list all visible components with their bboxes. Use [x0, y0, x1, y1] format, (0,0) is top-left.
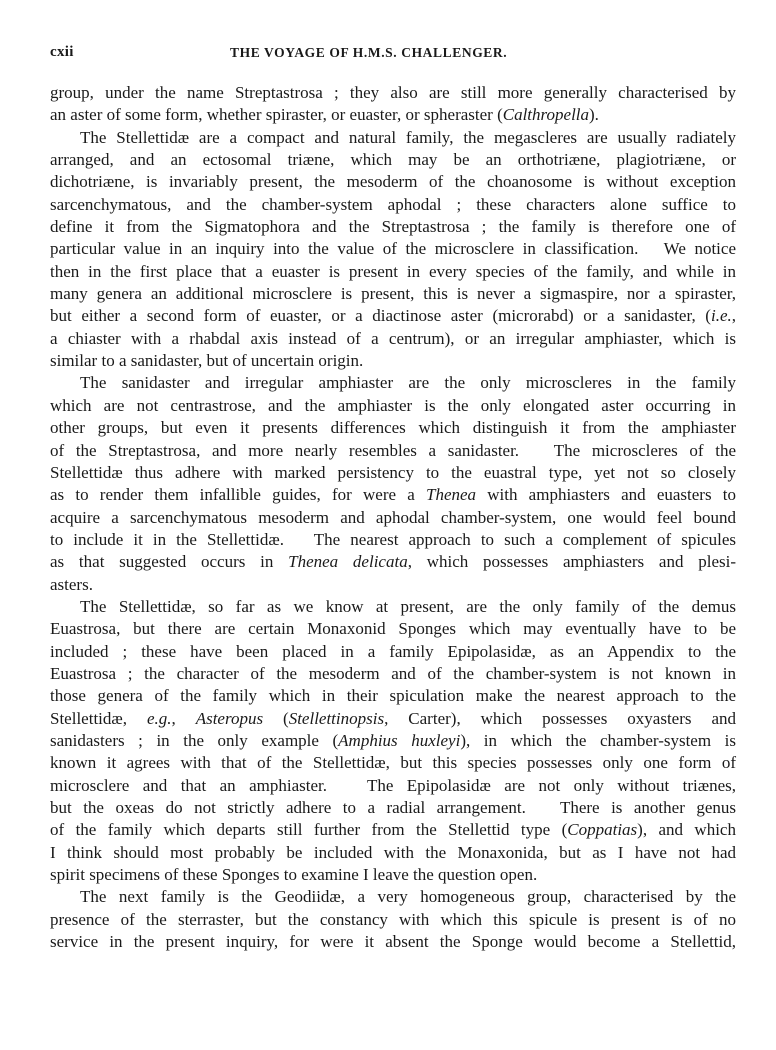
running-head [50, 44, 736, 68]
text-run: ). [589, 105, 599, 125]
italic-term: Asteropus [195, 708, 264, 728]
paragraph [50, 82, 736, 127]
italic-term: Thenea delicata [288, 552, 408, 572]
running-title: THE VOYAGE OF H.M.S. CHALLENGER. [230, 45, 508, 60]
text-line [50, 216, 736, 238]
text-run: particular value in an inquiry into the value of the microsclere in classification. We notice [50, 239, 736, 259]
text-run: ( [263, 708, 289, 728]
text-run: service in the present inquiry, for were it absent the Sponge would become a Stellettid, [50, 932, 736, 952]
italic-term: Coppatias [567, 820, 638, 840]
text-run: spirit specimens of these Sponges to examine I leave the question open. [50, 865, 538, 885]
text-line [50, 931, 736, 953]
paragraph [50, 596, 736, 886]
text-run: group, under the name Streptastrosa ; they also are still more generally characterised by [50, 83, 736, 102]
text-run: sarcenchymatous, and the chamber-system aphodal ; these characters alone suffice to [50, 194, 736, 214]
text-line [50, 350, 736, 372]
text-line [50, 641, 736, 663]
text-run: as to render them infallible guides, for were a [50, 485, 426, 505]
page-number: cxii [50, 44, 74, 60]
text-run: similar to a sanidaster, but of uncertain origin. [50, 351, 364, 371]
text-run: which are not centrastrose, and the amphiaster is the only elongated aster occurring in [50, 395, 736, 415]
text-run: many genera an additional microsclere is present, this is never a sigmaspire, nor a spiraster, [50, 284, 736, 304]
text-run: a chiaster with a rhabdal axis instead of a centrum), or an irregular amphiaster, which is [50, 328, 736, 348]
text-line [50, 171, 736, 193]
italic-term: Calthropella [502, 105, 590, 125]
text-line [50, 283, 736, 305]
text-line [50, 127, 736, 149]
text-line [50, 238, 736, 260]
italic-term: Amphius huxleyi [338, 730, 461, 750]
text-line [50, 395, 736, 417]
text-run: I think should most probably be included with the Monaxonida, but as I have not had [50, 842, 736, 862]
text-line [50, 819, 736, 841]
text-line [50, 372, 736, 394]
text-run: acquire a sarcenchymatous mesoderm and aphodal chamber-system, one would feel bound [50, 507, 736, 527]
text-run: of the family which departs still further from the Stellettid type ( [50, 820, 568, 840]
text-line [50, 909, 736, 931]
paragraph [50, 127, 736, 373]
text-line [50, 529, 736, 551]
italic-term: i.e. [710, 306, 732, 326]
text-run: other groups, but even it presents differences which distinguish it from the amphiaster [50, 418, 736, 438]
body-text [50, 82, 736, 953]
text-line [50, 82, 736, 104]
text-line [50, 864, 736, 886]
text-run: The next family is the Geodiidæ, a very homogeneous group, characterised by the [80, 887, 736, 907]
text-run: but the oxeas do not strictly adhere to a radial arrangement. There is another genus [50, 798, 736, 817]
text-line [50, 305, 736, 327]
text-line [50, 842, 736, 864]
text-line [50, 194, 736, 216]
text-line [50, 775, 736, 797]
text-run: of the Streptastrosa, and more nearly resembles a sanidaster. The microscleres of the [50, 440, 736, 460]
text-line [50, 708, 736, 730]
text-run: The Stellettidæ are a compact and natural family, the megascleres are usually radiately [80, 127, 736, 147]
text-run: The Stellettidæ, so far as we know at present, are the only family of the demus [80, 596, 736, 616]
text-run: known it agrees with that of the Stellettidæ, but this species possesses only one form of [50, 753, 736, 773]
text-run: define it from the Sigmatophora and the Streptastrosa ; the family is therefore one of [50, 217, 736, 237]
text-line [50, 484, 736, 506]
text-run: sanidasters ; in the only example ( [50, 730, 339, 750]
text-run: arranged, and an ectosomal triæne, which may be an orthotriæne, plagiotriæne, or [50, 150, 736, 170]
text-run: , [731, 306, 736, 326]
text-run: Stellettidæ, [50, 708, 147, 728]
text-run: The sanidaster and irregular amphiaster are the only microscleres in the family [80, 373, 736, 393]
italic-term: e.g. [146, 708, 172, 728]
text-line [50, 261, 736, 283]
text-line [50, 596, 736, 618]
text-line [50, 551, 736, 573]
text-line [50, 730, 736, 752]
text-run: then in the first place that a euaster is present in every species of the family, and while in [50, 261, 736, 281]
text-run: , which possesses amphiasters and plesi- [407, 552, 737, 572]
text-run: asters. [50, 574, 93, 594]
text-run: but either a second form of euaster, or a diactinose aster (microrabd) or a sanidaster, ( [50, 306, 711, 326]
text-line [50, 104, 736, 126]
text-line [50, 797, 736, 819]
text-line [50, 462, 736, 484]
text-run: ), and which [637, 820, 736, 840]
text-run: Euastrosa, but there are certain Monaxonid Sponges which may eventually have to be [50, 619, 736, 639]
text-run: dichotriæne, is invariably present, the mesoderm of the choanosome is without exception [50, 172, 736, 192]
text-run: included ; these have been placed in a family Epipolasidæ, as an Appendix to the [50, 641, 736, 661]
text-line [50, 574, 736, 596]
text-run: Euastrosa ; the character of the mesoderm and of the chamber-system is not known in [50, 663, 736, 683]
text-run: an aster of some form, whether spiraster, or euaster, or spheraster ( [50, 105, 503, 125]
text-run: those genera of the family which in their spiculation make the nearest approach to the [50, 686, 736, 706]
text-line [50, 663, 736, 685]
italic-term: Thenea [426, 485, 477, 505]
text-line [50, 149, 736, 171]
text-run: to include it in the Stellettidæ. The nearest approach to such a complement of spicules [50, 529, 736, 549]
text-line [50, 440, 736, 462]
text-line [50, 685, 736, 707]
text-run: ), in which the chamber-system is [460, 730, 736, 750]
text-line [50, 886, 736, 908]
text-line [50, 618, 736, 640]
text-run: microsclere and that an amphiaster. The Epipolasidæ are not only without triænes, [50, 775, 736, 795]
text-line [50, 328, 736, 350]
text-run: with amphiasters and euasters to [476, 485, 736, 505]
text-line [50, 507, 736, 529]
text-run: , Carter), which possesses oxyasters and [384, 708, 736, 728]
text-line [50, 752, 736, 774]
text-run: Stellettidæ thus adhere with marked persistency to the euastral type, yet not so closely [50, 462, 736, 482]
text-line [50, 417, 736, 439]
paragraph [50, 886, 736, 953]
text-run: presence of the sterraster, but the constancy with which this spicule is present is of no [50, 909, 736, 929]
italic-term: Stellettinopsis [288, 708, 385, 728]
text-run: , [171, 708, 196, 728]
paragraph [50, 372, 736, 595]
text-run: as that suggested occurs in [50, 552, 289, 572]
